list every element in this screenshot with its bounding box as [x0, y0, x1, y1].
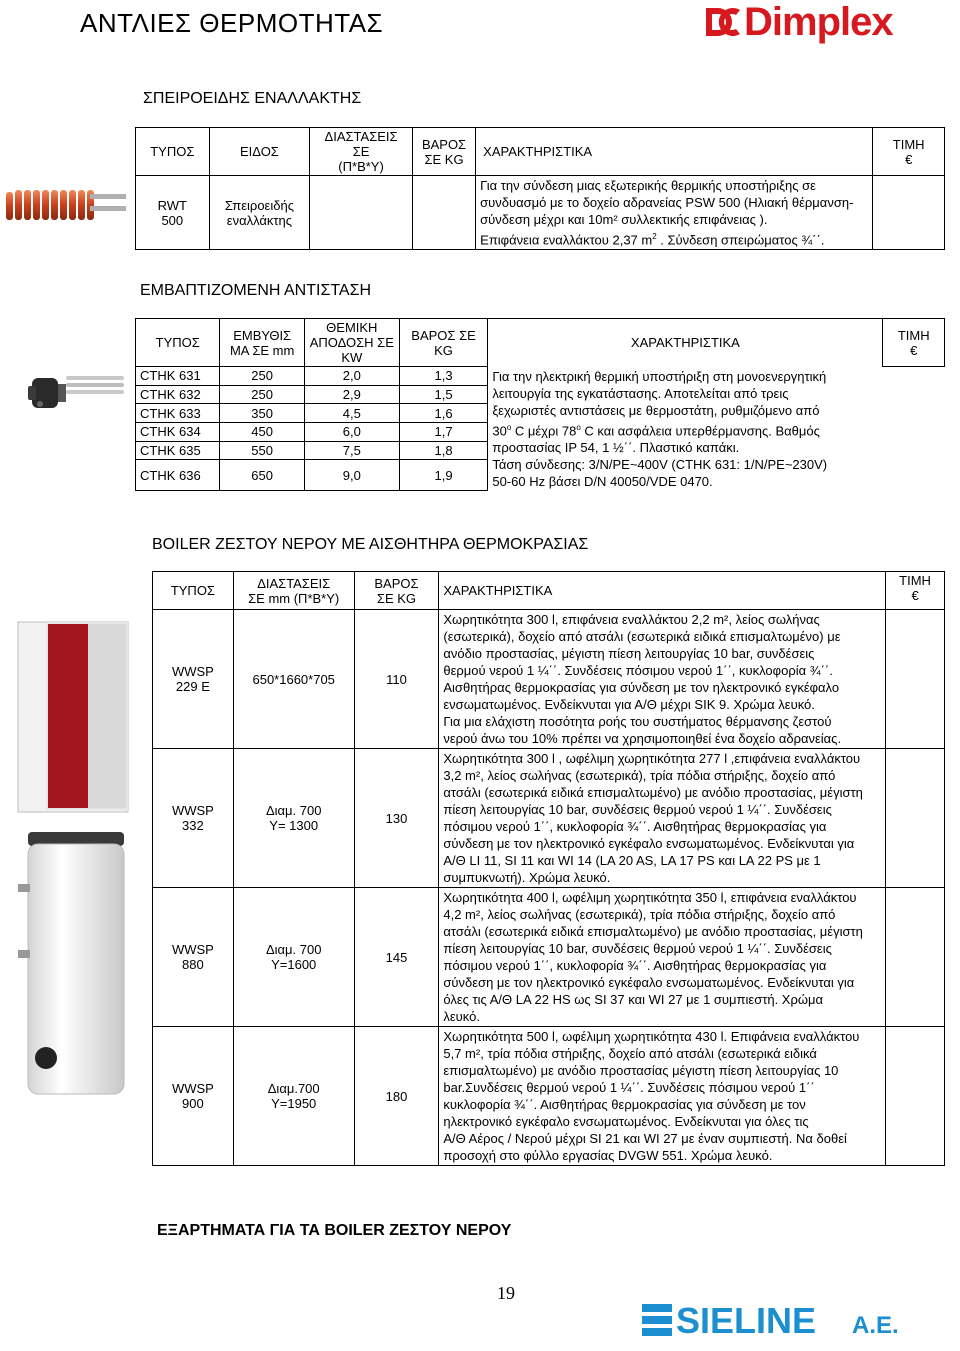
- header-immersion: ΕΜΒΥΘΙΣ ΜΑ ΣΕ mm: [220, 319, 304, 367]
- boiler-description: Χωρητικότητα 300 l, επιφάνεια εναλλάκτου 2,2 m², λείος σωλήνας (εσωτερικά), δοχείο από ατσάλι (εσωτερικά ειδικά επισμαλτωμένο) με ανόδιο προστασίας, μέγιστη πίεση λειτουργίας 10 bar, συνδέσεις θερμού νερού 1 ¼΄΄. Συνδέσεις πόσιμου νερού 1΄΄, κυκλοφορία ¾΄΄. Αισθητήρας θερμοκρασίας για σύνδεση με τον ηλεκτρονικό εγκέφαλο ενσωματωμένος. Ενδείκνυται για Α/Θ μέχρι SIK 9. Χρώμα λευκό. Για μια ελάχιστη ποσότητα ροής του συστήματος θέρμανσης ζεστού νερού άνω του 10% πρέπει να χρησιμοποιηθεί ένα δοχείο αδρανείας.: [439, 610, 886, 749]
- header-type: ΤΥΠΟΣ: [136, 319, 220, 367]
- sieline-wordmark: SIELINE: [676, 1300, 817, 1341]
- header-type: ΤΥΠΟΣ: [136, 128, 210, 176]
- boiler-dimensions: Διαμ. 700 Υ=1600: [233, 888, 354, 1027]
- table-row-power: 9,0: [304, 460, 399, 491]
- boiler-weight: 110: [354, 610, 439, 749]
- boiler-type: WWSP 880: [153, 888, 234, 1027]
- table-row-weight: 1,7: [399, 422, 488, 441]
- header-weight: ΒΑΡΟΣ ΣΕ KG: [354, 572, 439, 610]
- spiral-type: RWT 500: [136, 176, 210, 250]
- boiler-type: WWSP 229 E: [153, 610, 234, 749]
- sieline-logo: [640, 1300, 920, 1346]
- immersion-heater-table: [135, 318, 945, 491]
- boiler-weight: 145: [354, 888, 439, 1027]
- section-title-immersion-heater: ΕΜΒΑΠΤΙΖΟΜΕΝΗ ΑΝΤΙΣΤΑΣΗ: [140, 282, 372, 299]
- boiler-price: [886, 610, 945, 749]
- dimplex-logo-mark: [700, 2, 744, 42]
- spiral-exchanger-table: [135, 127, 945, 250]
- section-title-spiral-exchanger: ΣΠΕΙΡΟΕΙΔΗΣ ΕΝΑΛΛΑΚΤΗΣ: [143, 90, 362, 107]
- immersion-price: [883, 367, 945, 491]
- table-row-weight: 1,8: [399, 441, 488, 460]
- table-row-immersion: 350: [220, 404, 304, 423]
- table-row-weight: 1,9: [399, 460, 488, 491]
- immersion-heater-image: [28, 368, 128, 414]
- boiler-cylinder-image: [10, 830, 130, 1100]
- header-price: ΤΙΜΗ €: [883, 319, 945, 367]
- header-dimensions: ΔΙΑΣΤΑΣΕΙΣ ΣΕ mm (Π*Β*Υ): [233, 572, 354, 610]
- dimplex-logo: [700, 2, 910, 46]
- table-row-type: CTHK 636: [136, 460, 220, 491]
- spiral-description: Για την σύνδεση μιας εξωτερικής θερμικής υποστήριξης σε συνδυασμό με το δοχείο αδρανείας PSW 500 (Ηλιακή θέρμανση- σύνδεση μέχρι και 10m² συλλεκτικής επιφάνειας ). Επιφάνεια εναλλάκτου 2,37 $m^2$ . Σύνδεση σπειρώματος ¾΄΄.: [476, 176, 873, 250]
- header-thermal-power: ΘΕΜΙΚΗ ΑΠΟΔΟΣΗ ΣΕ KW: [304, 319, 399, 367]
- header-price: ΤΙΜΗ €: [873, 128, 945, 176]
- table-row-power: 2,9: [304, 385, 399, 404]
- boiler-dimensions: Διαμ. 700 Υ= 1300: [233, 749, 354, 888]
- header-kind: ΕΙΔΟΣ: [209, 128, 310, 176]
- table-row-type: CTHK 632: [136, 385, 220, 404]
- boiler-table: [152, 571, 945, 1166]
- table-row-weight: 1,3: [399, 367, 488, 386]
- boiler-price: [886, 888, 945, 1027]
- boiler-description: Χωρητικότητα 300 l , ωφέλιμη χωρητικότητα 277 l ,επιφάνεια εναλλάκτου 3,2 m², λείος σωλήνας (εσωτερικά), τρία πόδια στήριξης, δοχείο από ατσάλι (εσωτερικά ειδικά επισμαλτωμένο) με ανόδιο προστασίας, μέγιστη πίεση λειτουργίας 10 bar, συνδέσεις θερμού νερού 1 ¼΄΄. Συνδέσεις πόσιμου νερού 1΄΄, κυκλοφορία ¾΄΄. Αισθητήρας θερμοκρασίας για σύνδεση με τον ηλεκτρονικό εγκέφαλο ενσωματωμένος. Ενδείκνυται για Α/Θ LI 11, SI 11 και WI 14 (LA 20 AS, LA 17 PS και LA 22 PS με 1 συμπυκνωτή). Χρώμα λευκό.: [439, 749, 886, 888]
- page-title: ΑΝΤΛΙΕΣ ΘΕΡΜΟΤΗΤΑΣ: [80, 8, 384, 38]
- table-row-weight: 1,6: [399, 404, 488, 423]
- header-features: ΧΑΡΑΚΤΗΡΙΣΤΙΚΑ: [439, 572, 886, 610]
- table-row-immersion: 550: [220, 441, 304, 460]
- spiral-weight: [412, 176, 475, 250]
- header-weight: ΒΑΡΟΣ ΣΕ KG: [399, 319, 488, 367]
- boiler-type: WWSP 900: [153, 1027, 234, 1166]
- table-row-immersion: 250: [220, 367, 304, 386]
- table-row-weight: 1,5: [399, 385, 488, 404]
- table-row-type: CTHK 634: [136, 422, 220, 441]
- spiral-exchanger-image: [2, 182, 130, 224]
- dimplex-wordmark: Dimplex: [744, 0, 893, 44]
- boiler-dimensions: 650*1660*705: [233, 610, 354, 749]
- boiler-description: Χωρητικότητα 400 l, ωφέλιμη χωρητικότητα 350 l, επιφάνεια εναλλάκτου 4,2 m², λείος σωλήνας (εσωτερικά), τρία πόδια στήριξης, δοχείο από ατσάλι (εσωτερικά ειδικά επισμαλτωμένο) με ανόδιο προστασίας, μέγιστη πίεση λειτουργίας 10 bar, συνδέσεις θερμού νερού 1 ¼΄΄. Συνδέσεις πόσιμου νερού 1΄΄, κυκλοφορία ¾΄΄. Αισθητήρας θερμοκρασίας για σύνδεση με τον ηλεκτρονικό εγκέφαλο ενσωματωμένος. Ενδείκνυται για όλες τις Α/Θ LA 22 HS ως SI 37 και WI 27 με 1 συμπιεστή. Χρώμα λευκό.: [439, 888, 886, 1027]
- immersion-description: Για την ηλεκτρική θερμική υποστήριξη στη μονοενεργητική λειτουργία της εγκατάστασης. Αποτελείται από τρεις ξεχωριστές αντιστάσεις με θερμοστάτη, ρυθμιζόμενο από 30$^o$ C μέχρι 78$^o$ C και ασφάλεια υπερθέρμανσης. Βαθμός προστασίας IP 54, 1 ½΄΄. Πλαστικό καπάκι. Τάση σύνδεσης: 3/N/PE~400V (CTHK 631: 1/N/PE~230V) 50-60 Hz βάσει D/N 40050/VDE 0470.: [492, 368, 828, 489]
- header-dimensions: ΔΙΑΣΤΑΣΕΙΣ ΣΕ (Π*Β*Υ): [310, 128, 413, 176]
- section-title-accessories: ΕΞΑΡΤΗΜΑΤΑ ΓΙΑ ΤΑ BOILER ΖΕΣΤΟΥ ΝΕΡΟΥ: [157, 1222, 512, 1239]
- table-row-power: 4,5: [304, 404, 399, 423]
- boiler-price: [886, 749, 945, 888]
- boiler-weight: 180: [354, 1027, 439, 1166]
- page-number: 19: [497, 1283, 515, 1303]
- spiral-price: [873, 176, 945, 250]
- table-row-type: CTHK 633: [136, 404, 220, 423]
- boiler-price: [886, 1027, 945, 1166]
- table-row-immersion: 650: [220, 460, 304, 491]
- header-features: ΧΑΡΑΚΤΗΡΙΣΤΙΚΑ: [488, 319, 883, 367]
- table-row-power: 2,0: [304, 367, 399, 386]
- boiler-weight: 130: [354, 749, 439, 888]
- table-row-immersion: 450: [220, 422, 304, 441]
- table-row-power: 7,5: [304, 441, 399, 460]
- header-weight: ΒΑΡΟΣ ΣΕ KG: [412, 128, 475, 176]
- header-type: ΤΥΠΟΣ: [153, 572, 234, 610]
- table-row-immersion: 250: [220, 385, 304, 404]
- section-title-boiler: BOILER ΖΕΣΤΟΥ ΝΕΡΟΥ ΜΕ ΑΙΣΘΗΤΗΡΑ ΘΕΡΜΟΚΡΑΣΙΑΣ: [152, 536, 589, 553]
- table-row-type: CTHK 635: [136, 441, 220, 460]
- spiral-kind: Σπειροειδής εναλλάκτης: [209, 176, 310, 250]
- header-features: ΧΑΡΑΚΤΗΡΙΣΤΙΚΑ: [476, 128, 873, 176]
- table-row-power: 6,0: [304, 422, 399, 441]
- table-row-type: CTHK 631: [136, 367, 220, 386]
- boiler-description: Χωρητικότητα 500 l, ωφέλιμη χωρητικότητα 430 l. Επιφάνεια εναλλάκτου 5,7 m², τρία πόδια στήριξης, δοχείο από ατσάλι (εσωτερικά ειδικά επισμαλτωμένο) με ανόδιο προστασίας μέγιστη πίεση λειτουργίας 10 bar.Συνδέσεις θερμού νερού 1 ¼΄΄. Συνδέσεις πόσιμου νερού 1΄΄ κυκλοφορία ¾΄΄. Αισθητήρας θερμοκρασίας για σύνδεση με τον ηλεκτρονικό εγκέφαλο ενσωματωμένος. Ενδείκνυται για όλες τις Α/Θ Αέρος / Νερού μέχρι SI 21 και WI 27 με έναν συμπιεστή. Να δοθεί προσοχή στο φύλλο εργασίας DVGW 551. Χρώμα λευκό.: [439, 1027, 886, 1166]
- header-price: ΤΙΜΗ €: [886, 572, 945, 610]
- boiler-dimensions: Διαμ.700 Υ=1950: [233, 1027, 354, 1166]
- sieline-suffix: A.E.: [852, 1312, 899, 1339]
- spiral-dimensions: [310, 176, 413, 250]
- boiler-type: WWSP 332: [153, 749, 234, 888]
- boiler-229e-image: [16, 620, 130, 815]
